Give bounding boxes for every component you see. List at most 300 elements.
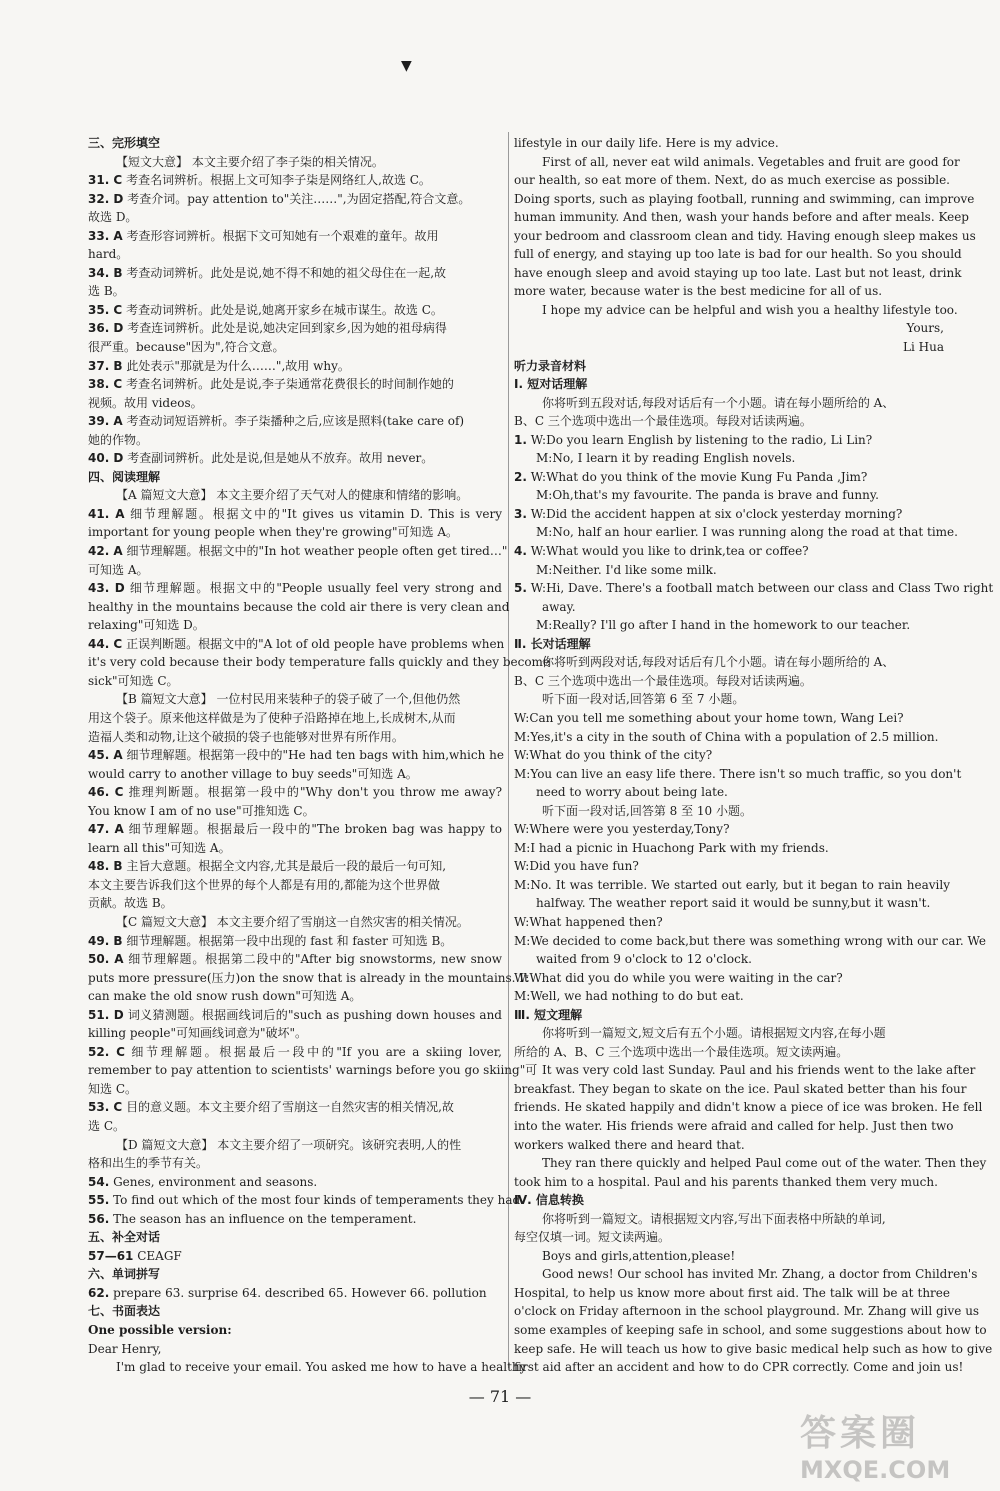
item-number: 42. A (88, 544, 123, 559)
line-text: breakfast. They began to skate on the ice. Paul skated better than his four (514, 1081, 967, 1096)
item-number: 45. A (88, 748, 123, 763)
left-line (88, 375, 502, 394)
right-line (514, 1136, 950, 1155)
line-text: Ⅳ. 信息转换 (514, 1193, 584, 1208)
line-text: 听下面一段对话,回答第 8 至 10 小题。 (542, 803, 752, 818)
left-line (88, 1117, 502, 1136)
right-line (514, 1284, 950, 1303)
left-line (88, 449, 502, 468)
line-text: 造福人类和动物,让这个破损的袋子也能够对世界有所作用。 (88, 729, 404, 744)
right-line (514, 579, 994, 598)
line-text: M:We decided to come back,but there was something wrong with our car. We (514, 933, 987, 948)
right-line (514, 153, 960, 172)
line-text: human immunity. And then, wash your hands before and after meals. Keep (514, 210, 969, 225)
line-text: 选 B。 (88, 284, 125, 299)
line-text: I hope my advice can be helpful and wish you a healthy lifestyle too. (542, 302, 958, 317)
line-text: lifestyle in our daily life. Here is my advice. (514, 136, 779, 150)
left-line (88, 208, 502, 227)
right-line (514, 969, 950, 988)
line-text: 细节理解题。根据最后一段中的"The broken bag was happy to (123, 822, 502, 837)
line-text: M:No, half an hour earlier. I was running along the road at that time. (536, 525, 958, 540)
line-text: 故选 D。 (88, 210, 138, 225)
item-number: 4. (514, 544, 527, 559)
line-text: keep safe. He will teach us how to give basic medical help such as how to give (514, 1341, 993, 1356)
item-number: 48. B (88, 859, 123, 874)
left-line (88, 672, 502, 691)
line-text: Yours, (906, 321, 944, 336)
item-number: 5. (514, 581, 527, 596)
line-text: 考查形容词辨析。根据下文可知她有一个艰难的童年。故用 (122, 228, 439, 243)
left-line (88, 969, 529, 988)
right-line (514, 486, 950, 505)
item-number: 52. C (88, 1044, 125, 1059)
line-text: 可知选 A。 (88, 562, 149, 577)
right-line (514, 598, 950, 617)
left-line (88, 1247, 502, 1266)
line-text: B、C 三个选项中选出一个最佳选项。每段对话读两遍。 (514, 673, 812, 688)
line-text: CEAGF (133, 1248, 182, 1263)
left-line (88, 839, 502, 858)
line-text: 所给的 A、B、C 三个选项中选出一个最佳选项。短文读两遍。 (514, 1044, 849, 1059)
line-text: sick"可知选 C。 (88, 673, 179, 688)
line-text: 贡献。故选 B。 (88, 896, 173, 911)
line-text: W:Where were you yesterday,Tony? (514, 822, 730, 837)
left-line (88, 1191, 524, 1210)
item-number: 35. C (88, 302, 123, 317)
left-line (88, 1154, 502, 1173)
right-line (514, 1024, 950, 1043)
line-text: 六、单词拼写 (88, 1267, 161, 1282)
line-text: W:What do you think of the movie Kung Fu Panda ,Jim? (526, 469, 868, 484)
line-text: The season has an influence on the temperament. (109, 1211, 417, 1226)
left-line (88, 857, 502, 876)
line-text: M:Neither. I'd like some milk. (536, 562, 717, 577)
line-text: 主旨大意题。根据全文内容,尤其是最后一段的最后一句可知, (122, 859, 447, 874)
line-text: 此处表示"那就是为什么……",故用 why。 (122, 358, 350, 373)
item-number: 47. A (88, 822, 124, 837)
item-number: 41. A (88, 506, 125, 521)
right-line (514, 338, 950, 357)
item-number: 55. (88, 1193, 110, 1208)
right-line (514, 523, 958, 542)
left-line (88, 709, 502, 728)
item-number: 51. D (88, 1007, 124, 1022)
item-number: 57—61 (88, 1248, 134, 1263)
line-text: 细节理解题。根据文中的"People usually feel very strong and (124, 581, 502, 596)
left-line (88, 190, 502, 209)
line-text: Dear Henry, (88, 1341, 162, 1356)
right-line (514, 1210, 950, 1229)
right-line (514, 1358, 964, 1377)
line-text: o'clock on Friday afternoon in the school playground. Mr. Zhang will give us (514, 1304, 980, 1319)
left-line (88, 431, 502, 450)
left-line (88, 616, 502, 635)
line-text: 细节理解题。根据文中的"It gives us vitamin D. This is very (124, 506, 502, 521)
left-line (88, 1006, 502, 1025)
item-number: 56. (88, 1211, 110, 1226)
line-text: W:Do you learn English by listening to the radio, Li Lin? (526, 432, 873, 447)
line-text: away. (542, 599, 576, 614)
right-line (514, 746, 950, 765)
line-text: M:Oh,that's my favourite. The panda is brave and funny. (536, 488, 879, 503)
line-text: 知选 C。 (88, 1081, 137, 1096)
left-line (88, 876, 502, 895)
line-text: 细节理解题。根据第二段中的"After big snowstorms, new snow (123, 952, 502, 967)
left-line (88, 301, 502, 320)
left-line (88, 523, 502, 542)
right-line (514, 635, 950, 654)
left-line (88, 1024, 502, 1043)
line-text: prepare 63. surprise 64. described 65. However 66. pollution (109, 1285, 487, 1300)
right-line (514, 208, 969, 227)
line-text: 考查动词辨析。此处是说,她离开家乡在城市谋生。故选 C。 (122, 302, 443, 317)
line-text: learn all this"可知选 A。 (88, 840, 231, 855)
left-line (88, 1265, 502, 1284)
right-line (514, 876, 950, 895)
item-number: 43. D (88, 581, 125, 596)
left-line (88, 635, 505, 654)
line-text: 考查动词辨析。此处是说,她不得不和她的祖父母住在一起,故 (122, 265, 447, 280)
left-line (88, 1228, 502, 1247)
line-text: M:No. It was terrible. We started out early, but it began to rain heavily (514, 877, 950, 892)
right-line (514, 1340, 993, 1359)
line-text: Li Hua (903, 340, 944, 355)
line-text: Doing sports, such as playing football, running and swimming, can improve (514, 191, 975, 206)
right-line (514, 1098, 983, 1117)
right-line (514, 802, 950, 821)
left-line (88, 1173, 502, 1192)
line-text: waited from 9 o'clock to 12 o'clock. (536, 952, 752, 967)
right-line (514, 468, 950, 487)
line-text: Hospital, to help us know more about first aid. The talk will be at three (514, 1285, 950, 1300)
line-text: To find out which of the most four kinds of temperaments they had. (109, 1193, 524, 1208)
right-line (514, 820, 950, 839)
line-text: W:Did you have fun? (514, 859, 639, 874)
left-line (88, 412, 502, 431)
left-line (88, 1210, 502, 1229)
line-text: 词义猜测题。根据画线词后的"such as pushing down houses and (123, 1007, 502, 1022)
line-text: 你将听到一篇短文。请根据短文内容,写出下面表格中所缺的单词, (542, 1211, 886, 1226)
line-text: W:What happened then? (514, 914, 663, 929)
line-text: first aid after an accident and how to do CPR correctly. Come and join us! (514, 1360, 964, 1375)
line-text: First of all, never eat wild animals. Vegetables and fruit are good for (542, 154, 960, 169)
right-line (514, 1061, 976, 1080)
right-line (514, 1043, 950, 1062)
line-text: M:Well, we had nothing to do but eat. (514, 989, 744, 1004)
item-number: 46. C (88, 785, 124, 800)
page-number: — 71 — (468, 1387, 532, 1406)
right-line (514, 319, 950, 338)
line-text: It was very cold last Sunday. Paul and his friends went to the lake after (542, 1063, 976, 1078)
right-line (514, 561, 950, 580)
right-line (514, 1117, 954, 1136)
right-line (514, 264, 962, 283)
line-text: puts more pressure(压力)on the snow that is already in the mountains. It (88, 970, 529, 985)
line-text: need to worry about being late. (536, 785, 728, 800)
line-text: W:What do you think of the city? (514, 748, 713, 763)
line-text: 四、阅读理解 (88, 469, 161, 484)
line-text: They ran there quickly and helped Paul come out of the water. Then they (542, 1156, 987, 1171)
left-line (88, 561, 502, 580)
line-text: 考查动词短语辨析。李子柒播种之后,应该是照料(take care of) (122, 414, 465, 429)
item-number: 1. (514, 432, 527, 447)
right-line (514, 672, 950, 691)
left-line (88, 913, 502, 932)
column-divider (508, 132, 509, 1368)
right-line (514, 245, 962, 264)
left-line (88, 171, 502, 190)
line-text: Ⅱ. 长对话理解 (514, 636, 591, 651)
left-line (88, 245, 502, 264)
left-line (88, 1340, 502, 1359)
line-text: 考查副词辨析。此处是说,但是她从不放弃。故用 never。 (123, 451, 434, 466)
right-line (514, 987, 950, 1006)
left-line (88, 1098, 502, 1117)
item-number: 36. D (88, 321, 124, 336)
line-text: 你将听到两段对话,每段对话后有几个小题。请在每小题所给的 A、 (542, 655, 895, 670)
line-text: M:You can live an easy life there. There isn't so much traffic, so you don't (514, 766, 962, 781)
right-line (514, 1006, 950, 1025)
line-text: W:Hi, Dave. There's a football match between our class and Class Two right (526, 581, 994, 596)
line-text: 正误判断题。根据文中的"A lot of old people have problems when (122, 636, 505, 651)
right-line (514, 950, 950, 969)
left-line (88, 802, 502, 821)
line-text: 考查名词辨析。此处是说,李子柒通常花费很长的时间制作她的 (122, 377, 454, 392)
watermark-title: 答案圈 (800, 1413, 921, 1454)
right-line (514, 690, 950, 709)
line-text: 【A 篇短文大意】 本文主要介绍了天气对人的健康和情绪的影响。 (116, 488, 469, 503)
item-number: 40. D (88, 451, 124, 466)
line-text: W:Did the accident happen at six o'clock yesterday morning? (526, 506, 903, 521)
line-text: 目的意义题。本文主要介绍了雪崩这一自然灾害的相关情况,故 (122, 1100, 454, 1115)
line-text: 视频。故用 videos。 (88, 395, 203, 410)
item-number: 44. C (88, 636, 123, 651)
line-text: 很严重。because"因为",符合文意。 (88, 340, 285, 355)
right-line (514, 375, 950, 394)
right-line (514, 1228, 950, 1247)
left-line (88, 820, 502, 839)
line-text: 用这个袋子。原来他这样做是为了使种子沿路掉在地上,长成树木,从而 (88, 710, 456, 725)
line-text: would carry to another village to buy seeds"可知选 A。 (88, 766, 418, 781)
left-line (88, 690, 502, 709)
item-number: 33. A (88, 228, 123, 243)
left-line (88, 134, 502, 153)
right-line (514, 839, 950, 858)
item-number: 34. B (88, 265, 123, 280)
right-line (514, 394, 950, 413)
item-number: 2. (514, 469, 527, 484)
right-line (514, 1247, 950, 1266)
watermark-url: MXQE.COM (800, 1456, 951, 1484)
line-text: 细节理解题。根据第一段中的"He had ten bags with him,which he (122, 748, 504, 763)
line-text: 三、完形填空 (88, 136, 161, 150)
right-line (514, 505, 950, 524)
left-line (88, 357, 502, 376)
line-text: remember to pay attention to scientists' warnings before you go skiing"可 (88, 1063, 538, 1078)
item-number: 50. A (88, 952, 124, 967)
right-line (514, 134, 950, 153)
right-line (514, 431, 950, 450)
line-text: M:Yes,it's a city in the south of China with a population of 2.5 million. (514, 729, 939, 744)
left-line (88, 783, 502, 802)
right-line (514, 357, 950, 376)
line-text: 【C 篇短文大意】 本文主要介绍了雪崩这一自然灾害的相关情况。 (116, 914, 469, 929)
left-line (88, 950, 502, 969)
line-text: hard。 (88, 247, 129, 262)
line-text: full of energy, and staying up too late is bad for our health. So you should (514, 247, 962, 262)
line-text: 选 C。 (88, 1118, 125, 1133)
left-line (88, 394, 502, 413)
left-line (88, 1321, 502, 1340)
left-line (88, 153, 502, 172)
right-line (514, 282, 950, 301)
line-text: I'm glad to receive your email. You asked me how to have a healthy (116, 1360, 527, 1375)
left-line (88, 987, 502, 1006)
line-text: relaxing"可知选 D。 (88, 618, 205, 633)
line-text: Good news! Our school has invited Mr. Zhang, a doctor from Children's (542, 1267, 978, 1282)
right-line (514, 894, 950, 913)
right-line (514, 412, 950, 431)
line-text: 【B 篇短文大意】 一位村民用来装种子的袋子破了一个,但他仍然 (116, 692, 461, 707)
right-line (514, 1173, 950, 1192)
left-line (88, 1136, 502, 1155)
left-line (88, 598, 510, 617)
line-text: friends. He skated happily and didn't know a piece of ice was broken. He fell (514, 1100, 983, 1115)
line-text: You know I am of no use"可推知选 C。 (88, 803, 315, 818)
right-line (514, 728, 950, 747)
line-text: 细节理解题。根据第一段中出现的 fast 和 faster 可知选 B。 (122, 933, 453, 948)
item-number: 49. B (88, 933, 123, 948)
line-text: healthy in the mountains because the cold air there is very clean and (88, 599, 510, 614)
line-text: 推理判断题。根据第一段中的"Why don't you throw me away? (123, 785, 503, 800)
line-text: 她的作物。 (88, 432, 149, 447)
line-text: Ⅰ. 短对话理解 (514, 377, 588, 392)
right-line (514, 857, 950, 876)
left-line (88, 653, 551, 672)
right-line (514, 709, 950, 728)
right-line (514, 171, 950, 190)
left-line (88, 1284, 502, 1303)
line-text: 你将听到五段对话,每段对话后有一个小题。请在每小题所给的 A、 (542, 395, 895, 410)
right-line (514, 1080, 967, 1099)
item-number: 38. C (88, 377, 123, 392)
right-line (514, 765, 962, 784)
left-line (88, 1043, 502, 1062)
line-text: 考查名词辨析。根据上文可知李子柒是网络红人,故选 C。 (122, 173, 431, 188)
line-text: can make the old snow rush down"可知选 A。 (88, 989, 362, 1004)
line-text: 细节理解题。根据最后一段中的"If you are a skiing lover, (124, 1044, 502, 1059)
item-number: 31. C (88, 173, 123, 188)
line-text: killing people"可知画线词意为"破坏"。 (88, 1026, 308, 1041)
line-text: 听下面一段对话,回答第 6 至 7 小题。 (542, 692, 745, 707)
line-text: more water, because water is the best medicine for all of us. (514, 284, 883, 299)
line-text: our health, so eat more of them. Next, do as much exercise as possible. (514, 173, 950, 188)
left-line (88, 1358, 527, 1377)
line-text: 七、书面表达 (88, 1304, 161, 1319)
top-marker: ▼ (401, 58, 412, 74)
line-text: 每空仅填一词。短文读两遍。 (514, 1230, 671, 1245)
right-line (514, 913, 950, 932)
line-text: Boys and girls,attention,please! (542, 1248, 736, 1263)
line-text: 听力录音材料 (514, 358, 587, 373)
item-number: 37. B (88, 358, 123, 373)
item-number: 3. (514, 506, 527, 521)
line-text: Genes, environment and seasons. (109, 1174, 318, 1189)
line-text: 【D 篇短文大意】 本文主要介绍了一项研究。该研究表明,人的性 (116, 1137, 462, 1152)
line-text: halfway. The weather report said it would be sunny,but it wasn't. (536, 896, 931, 911)
line-text: have enough sleep and avoid staying up too late. Last but not least, drink (514, 265, 962, 280)
left-line (88, 486, 502, 505)
right-line (514, 783, 950, 802)
item-number: 54. (88, 1174, 110, 1189)
right-line (514, 190, 975, 209)
left-line (88, 468, 502, 487)
line-text: 你将听到一篇短文,短文后有五个小题。请根据短文内容,在每小题 (542, 1026, 886, 1041)
left-line (88, 746, 502, 765)
item-number: 62. (88, 1285, 110, 1300)
left-line (88, 338, 502, 357)
left-line (88, 319, 502, 338)
line-text: important for young people when they're growing"可知选 A。 (88, 525, 459, 540)
right-line (514, 932, 987, 951)
right-line (514, 449, 950, 468)
right-line (514, 616, 950, 635)
left-line (88, 1302, 502, 1321)
line-text: workers walked there and heard that. (514, 1137, 745, 1152)
line-text: B、C 三个选项中选出一个最佳选项。每段对话读两遍。 (514, 414, 812, 429)
left-line (88, 894, 502, 913)
line-text: M:Really? I'll go after I hand in the homework to our teacher. (536, 618, 911, 633)
left-line (88, 765, 502, 784)
left-line (88, 227, 502, 246)
right-line (514, 227, 976, 246)
right-line (514, 542, 950, 561)
line-text: it's very cold because their body temperature falls quickly and they become (88, 655, 551, 670)
line-text: 考查连词辨析。此处是说,她决定回到家乡,因为她的祖母病得 (123, 321, 447, 336)
line-text: W:Can you tell me something about your home town, Wang Lei? (514, 710, 904, 725)
right-line (514, 1265, 978, 1284)
line-text: 格和出生的季节有关。 (88, 1156, 209, 1171)
item-number: 32. D (88, 191, 124, 206)
line-text: some examples of keeping safe in school, and some suggestions about how to (514, 1323, 987, 1337)
line-text: 五、补全对话 (88, 1230, 161, 1245)
left-line (88, 542, 508, 561)
left-line (88, 282, 502, 301)
right-line (514, 1302, 980, 1321)
line-text: One possible version: (88, 1323, 232, 1337)
right-line (514, 1321, 987, 1340)
line-text: into the water. His friends were afraid and called for help. Just then two (514, 1118, 954, 1133)
line-text: 【短文大意】 本文主要介绍了李子柒的相关情况。 (116, 154, 384, 169)
line-text: W:What would you like to drink,tea or coffee? (526, 544, 809, 559)
left-line (88, 505, 502, 524)
line-text: 本文主要告诉我们这个世界的每个人都是有用的,都能为这个世界做 (88, 877, 440, 892)
line-text: took him to a hospital. Paul and his parents thanked them very much. (514, 1174, 938, 1189)
line-text: W:What did you do while you were waiting in the car? (514, 970, 843, 985)
left-line (88, 579, 502, 598)
left-line (88, 932, 502, 951)
line-text: 考查介词。pay attention to"关注……",为固定搭配,符合文意。 (123, 191, 471, 206)
item-number: 39. A (88, 414, 123, 429)
right-line (514, 653, 950, 672)
watermark-logo (800, 1405, 980, 1485)
line-text: Ⅲ. 短文理解 (514, 1007, 583, 1022)
line-text: 细节理解题。根据文中的"In hot weather people often get tired…" (122, 544, 508, 559)
left-line (88, 728, 502, 747)
right-line (514, 301, 958, 320)
line-text: M:No, I learn it by reading English novels. (536, 451, 796, 466)
left-line (88, 1061, 538, 1080)
